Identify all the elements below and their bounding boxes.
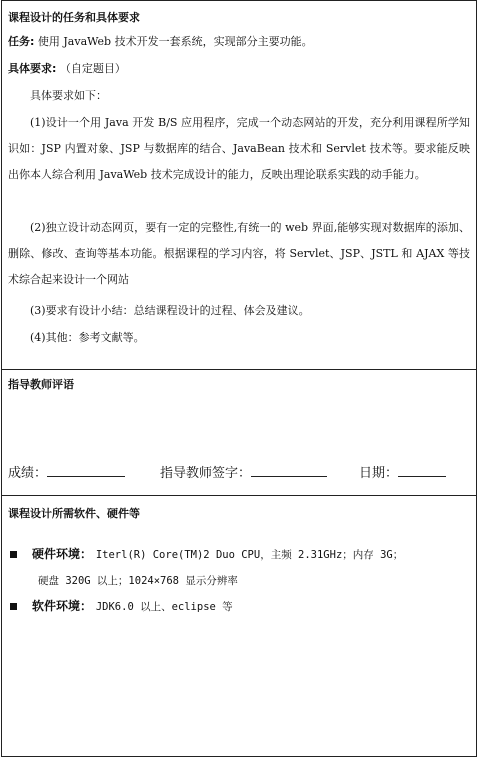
teacher-comment-cell xyxy=(2,370,476,496)
task-requirements-cell xyxy=(2,1,476,370)
requirement-item-1: (1)设计一个用 Java 开发 B/S 应用程序，完成一个动态网站的开发，充分利用课程所学知识如：JSP 内置对象、JSP 与数据库的结合、JavaBean 技术和 Servlet 技术等。要求能反映出你本人综合利用 JavaWeb 技术完成设计的能力，反映出理论联系实践的动手能力。 xyxy=(8,116,470,181)
grade-label: 成绩： xyxy=(8,466,48,481)
task-text: 使用 JavaWeb 技术开发一套系统，实现部分主要功能。 xyxy=(37,35,313,48)
requirement-item-4: (4)其他：参考文献等。 xyxy=(30,331,145,344)
hardware-line xyxy=(32,545,403,562)
requirements-label: 具体要求: xyxy=(8,62,57,75)
bullet-hardware xyxy=(10,551,17,558)
requirement-item-3: (3)要求有设计小结：总结课程设计的过程、体会及建议。 xyxy=(30,304,310,317)
requirements-line xyxy=(8,56,126,82)
software-line xyxy=(32,597,233,614)
date-label: 日期： xyxy=(359,466,399,481)
section-title-env: 课程设计所需软件、硬件等 xyxy=(8,507,140,520)
requirement-item-2: (2)独立设计动态网页，要有一定的完整性,有统一的 web 界面,能够实现对数据库的添加、删除、修改、查询等基本功能。根据课程的学习内容，将 Servlet、JSP、JSTL 和 AJAX 等技术综合起来设计一个网站 xyxy=(8,221,470,286)
requirements-note: （自定题目） xyxy=(59,62,126,75)
software-hardware-cell xyxy=(2,496,476,756)
section-title-comment: 指导教师评语 xyxy=(8,378,74,391)
hardware-text: Iterl(R) Core(TM)2 Duo CPU，主频 2.31GHz；内存 3G； xyxy=(95,549,404,561)
signature-field xyxy=(160,462,327,481)
signature-label: 指导教师签字： xyxy=(160,466,252,481)
hardware-text-2: 硬盘 320G 以上；1024×768 显示分辨率 xyxy=(38,575,238,587)
software-text: JDK6.0 以上、eclipse 等 xyxy=(95,601,233,613)
grade-blank[interactable] xyxy=(47,464,125,477)
software-label: 软件环境： xyxy=(32,599,93,613)
bullet-software xyxy=(10,603,17,610)
signature-blank[interactable] xyxy=(251,464,327,477)
task-line xyxy=(8,29,313,55)
task-label: 任务: xyxy=(8,35,35,48)
section-title-task: 课程设计的任务和具体要求 xyxy=(8,11,140,24)
hardware-label: 硬件环境： xyxy=(32,547,93,561)
date-field xyxy=(359,462,446,481)
grade-field xyxy=(8,462,125,481)
date-blank[interactable] xyxy=(398,464,446,477)
form-table xyxy=(1,0,477,757)
requirements-intro: 具体要求如下： xyxy=(30,89,107,102)
